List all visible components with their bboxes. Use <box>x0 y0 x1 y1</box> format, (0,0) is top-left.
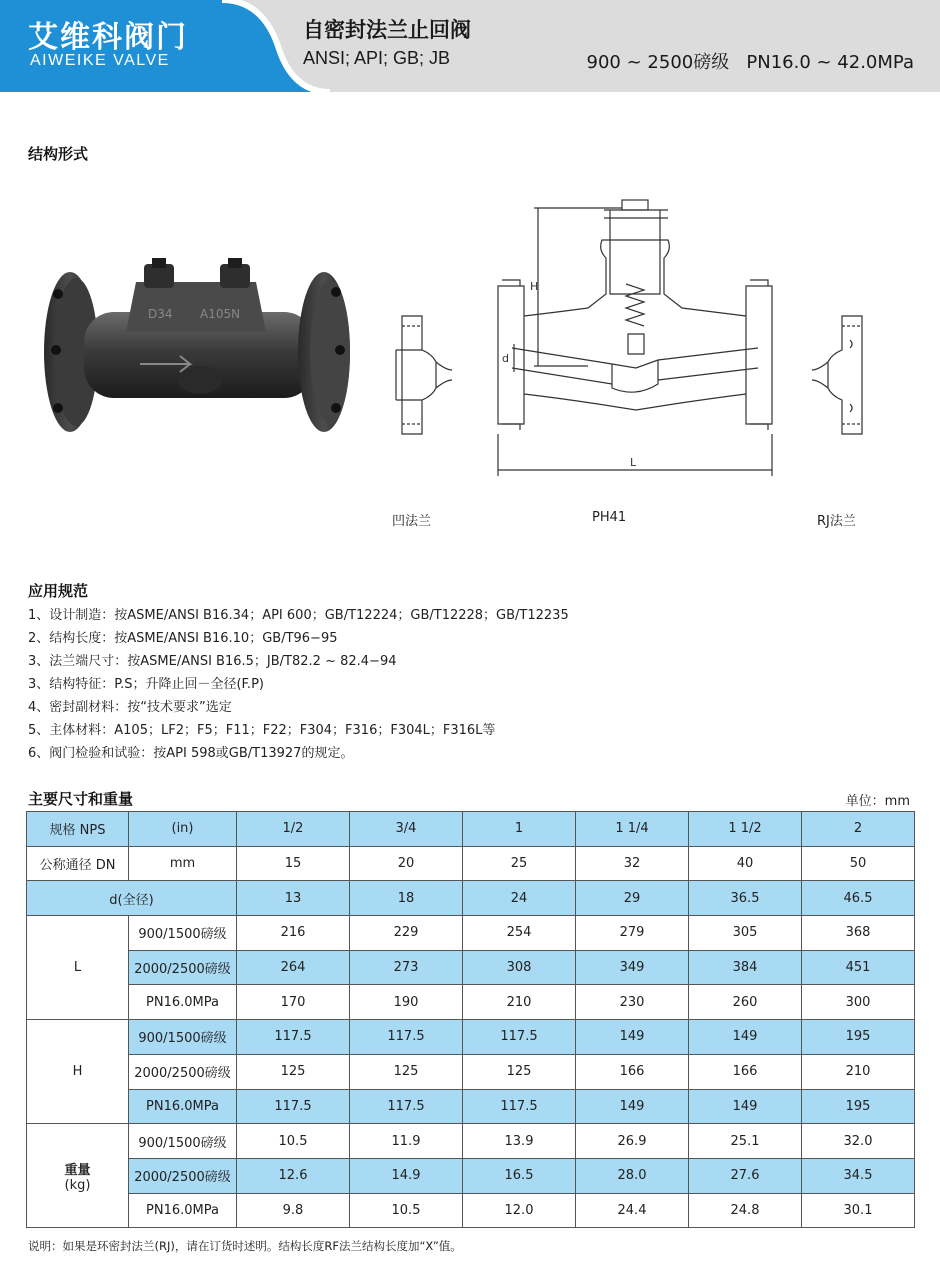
l-value: 349 <box>576 950 689 985</box>
dim-label-length: L <box>630 456 637 469</box>
table-row-l-2000 <box>27 950 915 985</box>
class-label: 900/1500磅级 <box>129 916 237 951</box>
h-value: 125 <box>237 1054 350 1089</box>
weight-value: 24.8 <box>689 1193 802 1228</box>
application-section-title: 应用规范 <box>28 582 89 600</box>
weight-value: 10.5 <box>350 1193 463 1228</box>
l-value: 305 <box>689 916 802 951</box>
l-value: 451 <box>802 950 915 985</box>
recessed-flange-drawing <box>392 310 462 440</box>
class-label: 900/1500磅级 <box>129 1020 237 1055</box>
product-rating: 900 ~ 2500磅级 PN16.0 ~ 42.0MPa <box>586 52 914 73</box>
class-label: PN16.0MPa <box>129 1193 237 1228</box>
weight-value: 12.6 <box>237 1158 350 1193</box>
h-value: 117.5 <box>463 1020 576 1055</box>
valve-section-drawing <box>478 198 788 480</box>
h-value: 125 <box>463 1054 576 1089</box>
spec-item: 1、设计制造：按ASME/ANSI B16.34；API 600；GB/T12224；GB/T12228；GB/T12235 <box>28 608 569 623</box>
dim-label-height: H <box>530 280 539 293</box>
l-value: 260 <box>689 985 802 1020</box>
weight-value: 24.4 <box>576 1193 689 1228</box>
l-value: 308 <box>463 950 576 985</box>
l-value: 264 <box>237 950 350 985</box>
d-value: 46.5 <box>802 881 915 916</box>
nps-unit: (in) <box>129 812 237 847</box>
weight-value: 16.5 <box>463 1158 576 1193</box>
nps-value: 1 1/4 <box>576 812 689 847</box>
h-group-label: H <box>27 1020 129 1124</box>
weight-value: 34.5 <box>802 1158 915 1193</box>
l-value: 230 <box>576 985 689 1020</box>
table-row-dn <box>27 846 915 881</box>
d-value: 13 <box>237 881 350 916</box>
h-value: 195 <box>802 1020 915 1055</box>
d-value: 29 <box>576 881 689 916</box>
rj-flange-drawing <box>802 310 872 440</box>
class-label: 2000/2500磅级 <box>129 1158 237 1193</box>
l-value: 368 <box>802 916 915 951</box>
d-value: 18 <box>350 881 463 916</box>
l-value: 254 <box>463 916 576 951</box>
h-value: 166 <box>576 1054 689 1089</box>
spec-item: 4、密封副材料：按“技术要求”选定 <box>28 700 232 715</box>
brand-name-en: AIWEIKE VALVE <box>30 52 170 69</box>
weight-value: 25.1 <box>689 1124 802 1159</box>
d-value: 24 <box>463 881 576 916</box>
dn-value: 15 <box>237 846 350 881</box>
weight-value: 32.0 <box>802 1124 915 1159</box>
dn-value: 20 <box>350 846 463 881</box>
nps-value: 1 <box>463 812 576 847</box>
valve-photo <box>40 252 360 464</box>
caption-model: PH41 <box>592 510 627 525</box>
weight-value: 27.6 <box>689 1158 802 1193</box>
table-row-weight-pn <box>27 1193 915 1228</box>
weight-label: 重量 <box>64 1162 91 1178</box>
dn-unit: mm <box>129 846 237 881</box>
dn-value: 32 <box>576 846 689 881</box>
structure-section-title: 结构形式 <box>28 145 89 163</box>
dimensions-table <box>26 811 915 1228</box>
spec-item: 6、阀门检验和试验：按API 598或GB/T13927的规定。 <box>28 746 354 761</box>
dim-label-diameter: d <box>502 352 509 365</box>
nps-value: 1/2 <box>237 812 350 847</box>
h-value: 117.5 <box>237 1089 350 1124</box>
weight-unit: (kg) <box>64 1177 91 1193</box>
class-label: PN16.0MPa <box>129 985 237 1020</box>
l-value: 384 <box>689 950 802 985</box>
l-value: 279 <box>576 916 689 951</box>
h-value: 149 <box>576 1089 689 1124</box>
table-row-h-900 <box>27 1020 915 1055</box>
spec-item: 3、结构特征：P.S；升降止回－全径(F.P) <box>28 677 264 692</box>
table-row-weight-900 <box>27 1124 915 1159</box>
class-label: PN16.0MPa <box>129 1089 237 1124</box>
unit-label: 单位：mm <box>845 794 910 809</box>
h-value: 195 <box>802 1089 915 1124</box>
class-label: 2000/2500磅级 <box>129 1054 237 1089</box>
photo-marking-d34: D34 <box>148 307 173 321</box>
weight-value: 9.8 <box>237 1193 350 1228</box>
weight-value: 30.1 <box>802 1193 915 1228</box>
h-value: 166 <box>689 1054 802 1089</box>
h-value: 117.5 <box>463 1089 576 1124</box>
h-value: 117.5 <box>237 1020 350 1055</box>
h-value: 210 <box>802 1054 915 1089</box>
weight-group-label <box>27 1124 129 1228</box>
h-value: 149 <box>576 1020 689 1055</box>
table-row-h-2000 <box>27 1054 915 1089</box>
dimensions-section-title: 主要尺寸和重量 <box>28 790 134 808</box>
product-standards: ANSI; API; GB; JB <box>303 48 451 68</box>
table-row-weight-2000 <box>27 1158 915 1193</box>
l-value: 170 <box>237 985 350 1020</box>
h-value: 117.5 <box>350 1020 463 1055</box>
weight-value: 14.9 <box>350 1158 463 1193</box>
dn-value: 40 <box>689 846 802 881</box>
nps-value: 1 1/2 <box>689 812 802 847</box>
weight-value: 10.5 <box>237 1124 350 1159</box>
spec-item: 3、法兰端尺寸：按ASME/ANSI B16.5；JB/T82.2 ~ 82.4−94 <box>28 654 397 669</box>
d-value: 36.5 <box>689 881 802 916</box>
weight-value: 13.9 <box>463 1124 576 1159</box>
l-value: 229 <box>350 916 463 951</box>
class-label: 900/1500磅级 <box>129 1124 237 1159</box>
class-label: 2000/2500磅级 <box>129 950 237 985</box>
h-value: 117.5 <box>350 1089 463 1124</box>
page-header <box>0 0 940 92</box>
brand-name-cn: 艾维科阀门 <box>28 20 188 55</box>
photo-marking-a105n: A105N <box>200 307 241 321</box>
l-value: 300 <box>802 985 915 1020</box>
nps-value: 2 <box>802 812 915 847</box>
dn-value: 50 <box>802 846 915 881</box>
weight-value: 28.0 <box>576 1158 689 1193</box>
table-row-l-pn <box>27 985 915 1020</box>
h-value: 149 <box>689 1020 802 1055</box>
nps-label: 规格 NPS <box>27 812 129 847</box>
l-value: 210 <box>463 985 576 1020</box>
table-row-d <box>27 881 915 916</box>
weight-value: 12.0 <box>463 1193 576 1228</box>
application-spec-list <box>28 604 569 765</box>
l-value: 216 <box>237 916 350 951</box>
footnote: 说明：如果是环密封法兰(RJ)，请在订货时述明。结构长度RF法兰结构长度加“X”值。 <box>28 1239 462 1253</box>
table-row-nps <box>27 812 915 847</box>
caption-recessed-flange: 凹法兰 <box>392 514 432 529</box>
nps-value: 3/4 <box>350 812 463 847</box>
l-value: 190 <box>350 985 463 1020</box>
table-row-h-pn <box>27 1089 915 1124</box>
spec-item: 2、结构长度：按ASME/ANSI B16.10；GB/T96−95 <box>28 631 338 646</box>
d-label: d(全径) <box>27 881 237 916</box>
spec-item: 5、主体材料：A105；LF2；F5；F11；F22；F304；F316；F304L；F316L等 <box>28 723 496 738</box>
caption-rj-flange: RJ法兰 <box>817 514 856 529</box>
dn-label: 公称通径 DN <box>27 846 129 881</box>
table-row-l-900 <box>27 916 915 951</box>
h-value: 125 <box>350 1054 463 1089</box>
l-value: 273 <box>350 950 463 985</box>
weight-value: 11.9 <box>350 1124 463 1159</box>
product-title: 自密封法兰止回阀 <box>303 18 471 42</box>
l-group-label: L <box>27 916 129 1020</box>
weight-value: 26.9 <box>576 1124 689 1159</box>
dn-value: 25 <box>463 846 576 881</box>
h-value: 149 <box>689 1089 802 1124</box>
